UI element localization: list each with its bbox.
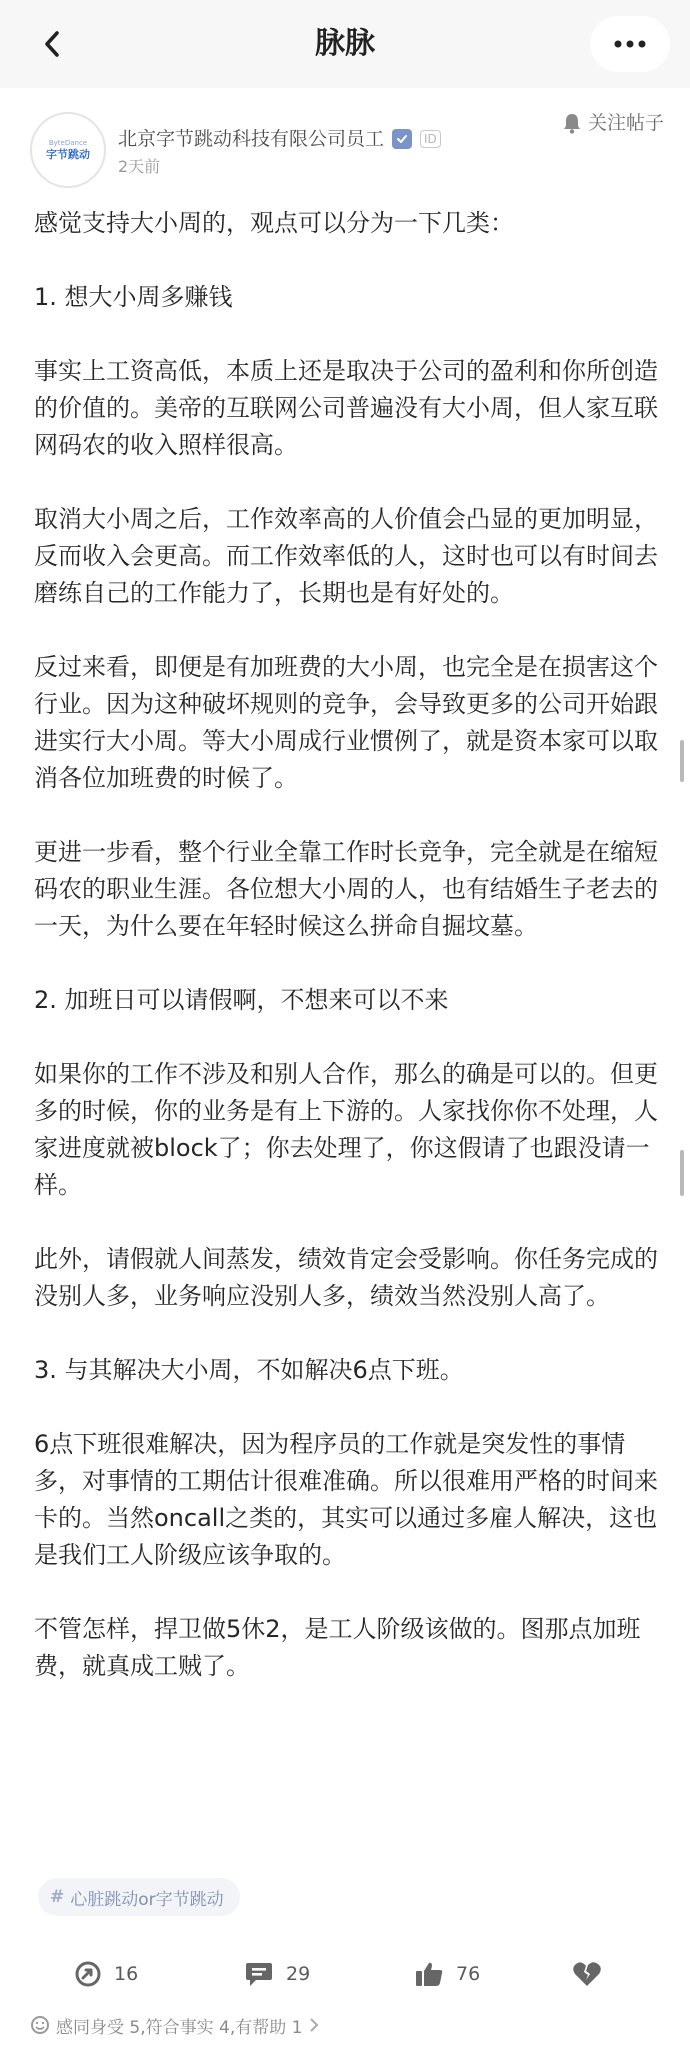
page-title: 脉脉: [315, 26, 375, 61]
post-paragraph: 此外，请假就人间蒸发，绩效肯定会受影响。你任务完成的没别人多，业务响应没别人多，绩效当然没别人高了。: [34, 1245, 658, 1310]
reaction-stats[interactable]: [30, 2008, 326, 2042]
follow-post-button[interactable]: [562, 110, 664, 136]
author-name[interactable]: [118, 126, 441, 152]
dislike-button[interactable]: [572, 1944, 614, 2004]
chevron-right-icon: [308, 2017, 320, 2033]
thumbs-up-icon: [414, 1960, 444, 1988]
post-paragraph: 取消大小周之后，工作效率高的人价值会凸显的更加明显，反而收入会更高。而工作效率低的人，这时也可以有时间去磨练自己的工作能力了，长期也是有好处的。: [34, 505, 658, 607]
like-button[interactable]: [414, 1944, 480, 2004]
topic-tag[interactable]: [38, 1878, 240, 1916]
reaction-icon: [30, 2015, 50, 2035]
navbar: [0, 0, 690, 88]
scrollbar-indicator: [680, 740, 684, 782]
action-bar: [0, 1944, 690, 2004]
post-body: [34, 205, 658, 1685]
follow-post-label: 关注帖子: [587, 112, 664, 134]
topic-tag-label: 心脏跳动or字节跳动: [70, 1889, 224, 1910]
hashtag-icon: #: [50, 1887, 65, 1907]
post-paragraph: 更进一步看，整个行业全靠工作时长竞争，完全就是在缩短码农的职业生涯。各位想大小周的人，也有结婚生子老去的一天，为什么要在年轻时候这么拼命自掘坟墓。: [34, 838, 658, 940]
more-horizontal-icon: [612, 39, 648, 49]
scrollbar-indicator: [680, 1150, 684, 1196]
post-paragraph: 如果你的工作不涉及和别人合作，那么的确是可以的。但更多的时候，你的业务是有上下游的。人家找你你不处理，人家进度就被block了；你去处理了，你这假请了也跟没请一样。: [34, 1060, 658, 1199]
comment-count: 29: [286, 1963, 311, 1985]
more-button[interactable]: [590, 16, 670, 72]
post-paragraph: 3. 与其解决大小周，不如解决6点下班。: [34, 1356, 464, 1384]
post-paragraph: 2. 加班日可以请假啊，不想来可以不来: [34, 986, 449, 1014]
comment-button[interactable]: [244, 1944, 310, 2004]
post-paragraph: 6点下班很难解决，因为程序员的工作就是突发性的事情多，对事情的工期估计很难准确。所以很难用严格的时间来卡的。当然oncall之类的，其实可以通过多雇人解决，这也是我们工人阶级应该争取的。: [34, 1430, 658, 1569]
id-badge: ID: [420, 130, 441, 148]
avatar-logo-small-text: ByteDance: [48, 139, 88, 147]
share-icon: [74, 1960, 102, 1988]
broken-heart-icon: [572, 1960, 602, 1988]
author-block: [30, 112, 664, 188]
verified-icon: [392, 129, 412, 149]
avatar[interactable]: [30, 112, 106, 188]
reaction-stats-text: 感同身受 5,符合事实 4,有帮助 1: [56, 2017, 303, 2038]
share-count: 16: [114, 1963, 139, 1985]
avatar-logo-text: 字节跳动: [46, 148, 90, 161]
post-paragraph: 感觉支持大小周的，观点可以分为一下几类：: [34, 209, 514, 237]
post-paragraph: 反过来看，即便是有加班费的大小周，也完全是在损害这个行业。因为这种破坏规则的竞争，会导致更多的公司开始跟进实行大小周。等大小周成行业惯例了，就是资本家可以取消各位加班费的时候了。: [34, 653, 658, 792]
share-button[interactable]: [74, 1944, 138, 2004]
post-paragraph: 不管怎样，捍卫做5休2，是工人阶级该做的。图那点加班费，就真成工贼了。: [34, 1615, 641, 1680]
post-paragraph: 事实上工资高低，本质上还是取决于公司的盈利和你所创造的价值的。美帝的互联网公司普遍没有大小周，但人家互联网码农的收入照样很高。: [34, 357, 658, 459]
comment-icon: [244, 1960, 274, 1988]
post-paragraph: 1. 想大小周多赚钱: [34, 283, 233, 311]
author-name-text: 北京字节跳动科技有限公司员工: [118, 128, 385, 150]
like-count: 76: [456, 1963, 481, 1985]
bell-icon: [562, 112, 582, 134]
post-time: 2天前: [118, 157, 161, 176]
